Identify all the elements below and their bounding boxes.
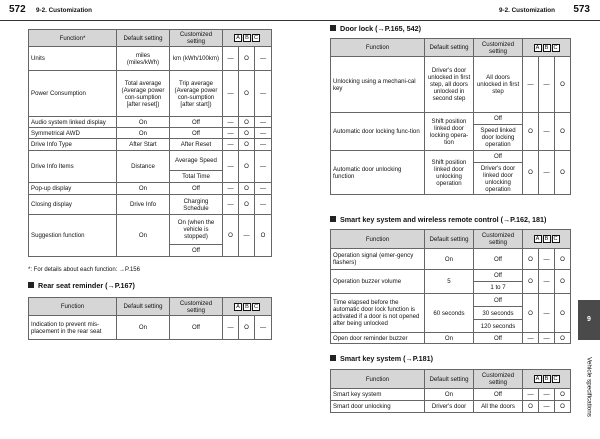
table-cell: km (kWh/100km) bbox=[170, 47, 223, 71]
table-cell: — bbox=[223, 195, 239, 215]
table-cell: O bbox=[555, 249, 571, 270]
table-cell: — bbox=[255, 128, 272, 139]
table-cell: O bbox=[555, 401, 571, 413]
table-cell: Operation buzzer volume bbox=[331, 270, 425, 294]
table-cell: — bbox=[223, 151, 239, 183]
square-bullet-icon bbox=[28, 282, 34, 288]
table-cell: — bbox=[255, 316, 272, 340]
table-cell: O bbox=[239, 195, 255, 215]
table-cell: Charging Schedule bbox=[170, 195, 223, 215]
table-cell: 1 to 7 bbox=[474, 282, 523, 294]
table-cell: 30 seconds bbox=[474, 307, 523, 320]
smart-remote-heading: Smart key system and wireless remote control (→P.162, 181) bbox=[330, 215, 546, 224]
col-customized: Customized setting bbox=[170, 30, 223, 47]
square-bullet-icon bbox=[330, 216, 336, 222]
table-cell: Off bbox=[170, 128, 223, 139]
table-cell: On bbox=[425, 249, 474, 270]
rear-seat-table bbox=[28, 297, 272, 340]
table-cell: Shift position linked door locking opera-tion bbox=[425, 113, 474, 151]
table-cell: Off bbox=[170, 117, 223, 128]
table-cell: 60 seconds bbox=[425, 294, 474, 333]
col-default: Default setting bbox=[425, 370, 474, 389]
table-cell: Drive Info Type bbox=[29, 139, 117, 151]
table-cell: — bbox=[255, 183, 272, 195]
chapter-label: Vehicle specifications bbox=[585, 357, 593, 417]
table-cell: 120 seconds bbox=[474, 320, 523, 333]
table-cell: Symmetrical AWD bbox=[29, 128, 117, 139]
table-cell: On bbox=[117, 215, 170, 257]
chapter-tab: 9 bbox=[578, 300, 600, 340]
col-customized: Customized setting bbox=[474, 39, 523, 57]
col-customized: Customized setting bbox=[474, 230, 523, 249]
table-cell: — bbox=[255, 117, 272, 128]
table-cell: O bbox=[523, 270, 539, 294]
table-cell: On bbox=[117, 117, 170, 128]
table-cell: O bbox=[523, 294, 539, 333]
table-cell: Operation signal (emer-gency flashers) bbox=[331, 249, 425, 270]
col-default: Default setting bbox=[117, 298, 170, 316]
table-cell: — bbox=[255, 71, 272, 117]
smart-remote-table bbox=[330, 229, 571, 344]
table-cell: All doors unlocked in first step bbox=[474, 57, 523, 113]
table-cell: — bbox=[255, 139, 272, 151]
table-cell: Distance bbox=[117, 151, 170, 183]
table-cell: — bbox=[539, 249, 555, 270]
table-cell: — bbox=[539, 333, 555, 344]
smart-key-heading: Smart key system (→P.181) bbox=[330, 354, 433, 363]
table-cell: O bbox=[239, 117, 255, 128]
table-cell: Smart key system bbox=[331, 389, 425, 401]
col-default: Default setting bbox=[425, 230, 474, 249]
right-page-number: 573 bbox=[573, 4, 590, 15]
page-header bbox=[0, 0, 600, 22]
table-cell: All the doors bbox=[474, 401, 523, 413]
table-cell: Pop-up display bbox=[29, 183, 117, 195]
col-function: Function bbox=[331, 370, 425, 389]
table-cell: Driver's door bbox=[425, 401, 474, 413]
table-cell: O bbox=[555, 270, 571, 294]
table-cell: Total average (Average power con-sumption [after reset]) bbox=[117, 71, 170, 117]
col-function: Function* bbox=[29, 30, 117, 47]
table-cell: O bbox=[255, 215, 272, 257]
table-cell: Unlocking using a mechani-cal key bbox=[331, 57, 425, 113]
table-cell: Indication to prevent mis-placement in the rear seat bbox=[29, 316, 117, 340]
table-cell: Automatic door unlocking function bbox=[331, 151, 425, 195]
table-cell: — bbox=[539, 401, 555, 413]
table-cell: Audio system linked display bbox=[29, 117, 117, 128]
table-cell: Units bbox=[29, 47, 117, 71]
table-cell: O bbox=[239, 128, 255, 139]
table-cell: Driver's door unlocked in first step, all doors unlocked in second step bbox=[425, 57, 474, 113]
table-cell: On bbox=[425, 333, 474, 344]
table-cell: Off bbox=[170, 183, 223, 195]
table-cell: — bbox=[239, 215, 255, 257]
door-lock-table bbox=[330, 38, 571, 195]
table-cell: O bbox=[223, 215, 239, 257]
table-cell: O bbox=[555, 333, 571, 344]
table-cell: O bbox=[555, 151, 571, 195]
table-cell: O bbox=[555, 113, 571, 151]
table-cell: — bbox=[223, 139, 239, 151]
table-cell: O bbox=[239, 139, 255, 151]
col-abc: A B C bbox=[523, 230, 571, 249]
table-cell: On bbox=[425, 389, 474, 401]
table-cell: — bbox=[539, 294, 555, 333]
table-cell: Driver's door linked door unlocking operation bbox=[474, 163, 523, 195]
table-cell: — bbox=[223, 71, 239, 117]
table-cell: Trip average (Average power con-sumption [after start]) bbox=[170, 71, 223, 117]
table-cell: O bbox=[523, 151, 539, 195]
table-cell: Time elapsed before the automatic door lock function is activated if a door is not opened after being unlocked bbox=[331, 294, 425, 333]
col-abc: A B C bbox=[223, 298, 272, 316]
table-cell: miles (miles/kWh) bbox=[117, 47, 170, 71]
table-cell: — bbox=[223, 117, 239, 128]
col-abc: A B C bbox=[523, 39, 571, 57]
table-cell: — bbox=[255, 151, 272, 183]
table-cell: O bbox=[239, 47, 255, 71]
table-cell: Smart door unlocking bbox=[331, 401, 425, 413]
main-settings-table bbox=[28, 29, 272, 257]
table-cell: Off bbox=[170, 316, 223, 340]
table-cell: — bbox=[539, 151, 555, 195]
table-cell: — bbox=[523, 389, 539, 401]
table-cell: — bbox=[223, 47, 239, 71]
table-cell: — bbox=[539, 270, 555, 294]
left-section-title: 9-2. Customization bbox=[36, 7, 92, 14]
door-lock-heading: Door lock (→P.165, 542) bbox=[330, 24, 421, 33]
table-cell: Off bbox=[474, 113, 523, 125]
table-cell: Shift position linked door unlocking operation bbox=[425, 151, 474, 195]
col-function: Function bbox=[331, 230, 425, 249]
table-cell: — bbox=[539, 113, 555, 151]
square-bullet-icon bbox=[330, 355, 336, 361]
table-cell: Off bbox=[474, 270, 523, 282]
col-function: Function bbox=[29, 298, 117, 316]
table-cell: O bbox=[239, 151, 255, 183]
table-cell: On bbox=[117, 128, 170, 139]
table-cell: O bbox=[555, 294, 571, 333]
table-cell: — bbox=[539, 57, 555, 113]
footnote: *: For details about each function: →P.156 bbox=[28, 267, 140, 273]
rear-seat-heading: Rear seat reminder (→P.167) bbox=[28, 281, 135, 290]
col-function: Function bbox=[331, 39, 425, 57]
col-customized: Customized setting bbox=[170, 298, 223, 316]
table-cell: After Reset bbox=[170, 139, 223, 151]
col-customized: Customized setting bbox=[474, 370, 523, 389]
table-cell: Open door reminder buzzer bbox=[331, 333, 425, 344]
table-cell: Off bbox=[474, 249, 523, 270]
table-cell: Off bbox=[474, 389, 523, 401]
table-cell: On (when the vehicle is stopped) bbox=[170, 215, 223, 245]
table-cell: — bbox=[255, 47, 272, 71]
table-cell: — bbox=[523, 333, 539, 344]
table-cell: — bbox=[223, 316, 239, 340]
table-cell: Off bbox=[474, 333, 523, 344]
table-cell: O bbox=[555, 389, 571, 401]
col-abc: A B C bbox=[523, 370, 571, 389]
left-page-number: 572 bbox=[9, 4, 26, 15]
col-default: Default setting bbox=[117, 30, 170, 47]
table-cell: O bbox=[523, 249, 539, 270]
table-cell: On bbox=[117, 316, 170, 340]
table-cell: O bbox=[239, 183, 255, 195]
table-cell: O bbox=[523, 401, 539, 413]
square-bullet-icon bbox=[330, 25, 336, 31]
table-cell: Power Consumption bbox=[29, 71, 117, 117]
table-cell: O bbox=[239, 71, 255, 117]
table-cell: — bbox=[255, 195, 272, 215]
header-rule bbox=[0, 20, 600, 21]
table-cell: — bbox=[223, 128, 239, 139]
table-cell: Drive Info Items bbox=[29, 151, 117, 183]
table-cell: Closing display bbox=[29, 195, 117, 215]
table-cell: 5 bbox=[425, 270, 474, 294]
table-cell: — bbox=[223, 183, 239, 195]
table-cell: Automatic door locking func-tion bbox=[331, 113, 425, 151]
table-cell: Speed linked door locking operation bbox=[474, 125, 523, 151]
table-cell: Drive Info bbox=[117, 195, 170, 215]
table-cell: Suggestion function bbox=[29, 215, 117, 257]
table-cell: Off bbox=[474, 151, 523, 163]
table-cell: — bbox=[539, 389, 555, 401]
table-cell: O bbox=[239, 316, 255, 340]
table-cell: Off bbox=[170, 245, 223, 257]
col-abc: A B C bbox=[223, 30, 272, 47]
table-cell: Total Time bbox=[170, 171, 223, 183]
table-cell: Off bbox=[474, 294, 523, 307]
table-cell: After Start bbox=[117, 139, 170, 151]
col-default: Default setting bbox=[425, 39, 474, 57]
table-cell: — bbox=[523, 57, 539, 113]
right-section-title: 9-2. Customization bbox=[499, 7, 555, 14]
table-cell: O bbox=[523, 113, 539, 151]
smart-key-table bbox=[330, 369, 571, 413]
table-cell: Average Speed bbox=[170, 151, 223, 171]
table-cell: O bbox=[555, 57, 571, 113]
table-cell: On bbox=[117, 183, 170, 195]
